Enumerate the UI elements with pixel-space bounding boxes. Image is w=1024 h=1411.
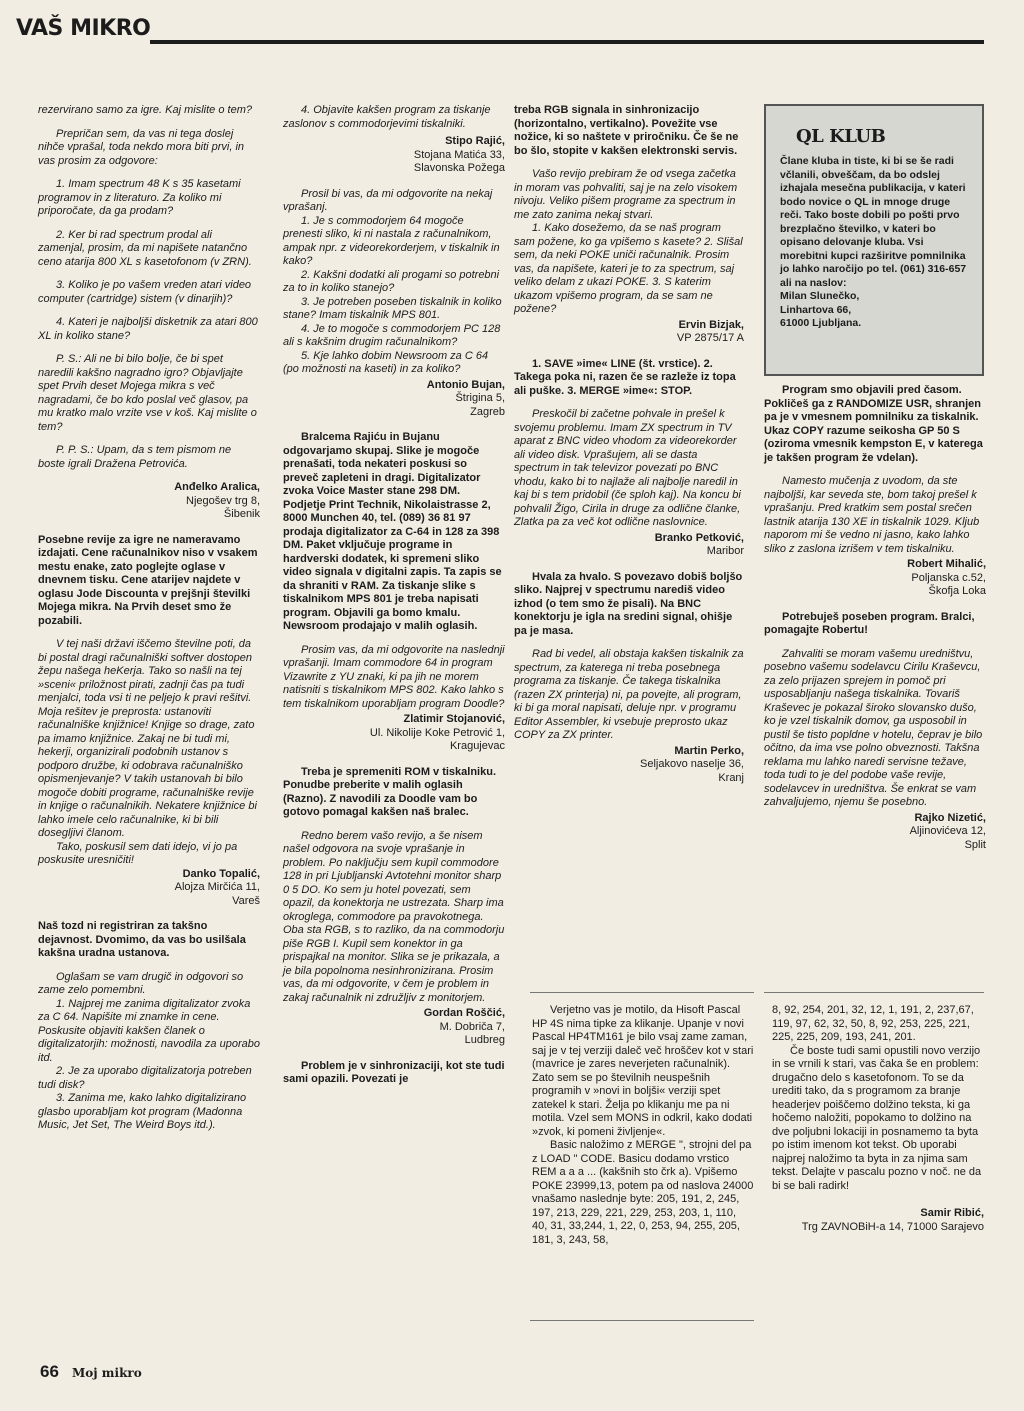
signature xyxy=(514,319,744,346)
signature-name: Danko Topalić, xyxy=(182,867,260,880)
column-4 xyxy=(764,384,986,864)
signature xyxy=(514,532,744,559)
letter-text: Oglašam se vam drugič in odgovori so zame zelo pomembni. xyxy=(38,970,244,996)
ql-club-address-city: 61000 Ljubljana. xyxy=(780,317,862,329)
letter-question: 1. Najprej me zanima digitalizator zvoka za C 64. Napišite mi znamke in cene. Poskusite objaviti kakšen članek o digitalizatorjih: možnosti, navodila za uporabo itd. xyxy=(38,997,260,1064)
editor-reply: 1. SAVE »ime« LINE (št. vrstice). 2. Takega poka ni, razen če se razleže iz topa ali puške. 3. MERGE »ime«: STOP. xyxy=(514,357,736,397)
ql-club-text xyxy=(780,155,970,331)
editor-reply: treba RGB signala in sinhronizacijo (horizontalno, vertikalno). Povežite vse nožice, ki so naštete v priročniku. Če še ne bo šlo, stopite v kakšen elektronski servis. xyxy=(514,104,739,157)
letter-text: Tako, poskusil sem dati idejo, vi jo pa poskusite uresničiti! xyxy=(38,840,238,866)
editor-reply: Problem je v sinhronizaciji, kot ste tudi sami opazili. Povezati je xyxy=(283,1059,505,1085)
letter-text: V tej naši državi iščemo številne poti, da bi postal dragi računalniški softver dostopen žepu našega heKerja. Tako so našli na tej »sceni« priložnost pirati, zadnji čas pa tudi menjalci, toda vsi ti ne peljejo k pravi rešitvi. Moja rešitev je preprosta: ustanoviti računalniške knjižnice! Knjige so drage, zato pa imamo knjižnice. Zakaj ne bi tudi mi, hekerji, organizirali podobnih ustanov s podporo družbe, ki odobrava računalniško opismenjevanje? V takih ustanovah bi bilo mogoče dobiti programe, računalniške revije in knjige o računalnikih. Nekatere knjižnice bi lahko imele celo računalnike, ki bi bili dosegljivi članom. xyxy=(38,638,257,839)
editor-reply: Naš tozd ni registriran za takšno dejavnost. Dvomimo, da vas bo usilšala kakšna uradna ustanova. xyxy=(38,920,246,959)
editor-reply: Program smo objavili pred časom. Pokličeš ga z RANDOMIZE USR, shranjen pa je v vmesnem pomnilniku za tiskalnik. Ukaz COPY razume seikosha GP 50 S (oziroma vmesnik kempston E, v katerega je takšen program že vdelan). xyxy=(764,384,983,464)
letter-question: 3. Koliko je po vašem vreden atari video computer (cartridge) sistem (v dinarjih)? xyxy=(38,279,252,305)
signature-name: Stipo Rajić, xyxy=(445,135,505,147)
signature-city: Maribor xyxy=(706,545,744,557)
signature-city: Škofja Loka xyxy=(928,585,986,597)
editor-reply: Hvala za hvalo. S povezavo dobiš boljšo sliko. Najprej v spectrumu narediš video izhod (o tem smo že pisali). Na BNC konektorju je igla na sredini signal, ohišje pa je masa. xyxy=(514,570,743,637)
signature-city: Kranj xyxy=(718,771,744,784)
letter-text: Redno berem vašo revijo, a še nisem našel odgovora na svoje vprašanje in problem. Po naključju sem kupil commodore 128 in pri Ljubljanski Avtotehni monitor sharp 0 5 DO. Ko sem ju hotel povezati, sem opazil, da konektorja ne ustrezata. Sharp ima okroglega, commodore pa pravokotnega. Oba sta RGB, s to razliko, da na commodorju piše RGB I. Kupil sem konektor in ga prispajkal na monitor. Slika se je prikazala, a je bila popolnoma nesinhronizirana. Prosim vas, da mi odgovorite, v čem je problem in zakaj računalnik ni združljiv z monitorjem. xyxy=(283,829,505,1004)
page-number: 66 xyxy=(40,1362,59,1381)
letter-postscript: P. P. S.: Upam, da s tem pismom ne boste igrali Dražena Petrovića. xyxy=(38,444,232,470)
letter-postscript: P. S.: Ali ne bi bilo bolje, če bi spet naredili kakšno nagradno igro? Objavljajte spet Prvih deset Mojega mikra s več nagradami, če bo kdo poslal več glasov, pa mu kratko malo vrzite vse v koš. Kaj mislite o tem? xyxy=(38,353,257,433)
signature-city: Split xyxy=(964,838,986,851)
signature-address: Aljinovićeva 12, xyxy=(909,825,986,837)
column-1 xyxy=(38,104,260,1143)
ql-club-address-name: Milan Slunečko, xyxy=(780,290,860,302)
signature xyxy=(764,558,986,599)
signature-city: Vareš xyxy=(232,894,260,907)
signature-address: Stojana Matića 33, xyxy=(413,148,505,161)
article-divider xyxy=(530,992,754,993)
letter-text: Vašo revijo prebiram že od vsega začetka in moram vas pohvaliti, saj je na zelo visokem nivoju. Veliko pišem programe za spectrum in me zato zanima nekaj stvari. xyxy=(514,168,738,221)
letter-question: 3. Zanima me, kako lahko digitalizirano glasbo uporabljam kot program (Madonna Music, Jet Set, The Weird Boys itd.). xyxy=(38,1092,247,1131)
ql-club-box xyxy=(764,104,984,376)
signature-name: Samir Ribić, xyxy=(920,1207,984,1219)
letter-text: Rad bi vedel, ali obstaja kakšen tiskalnik za spectrum, za katerega ni treba posebnega programa za tiskanje. Če takega tiskalnika (razen ZX printerja) ni, pa povejte, ali program, ki bi ga moral napisati, deluje npr. v programu Editor Assembler, ki vsebuje preprosto ukaz COPY za ZX printer. xyxy=(514,648,744,741)
signature-name: Ervin Bizjak, xyxy=(678,318,744,331)
signature-city: Slavonska Požega xyxy=(413,162,505,174)
article-divider xyxy=(764,992,984,993)
section-logo: VAŠ MIKRO xyxy=(16,16,151,41)
letter-question: 2. Ker bi rad spectrum prodal ali zamenjal, prosim, da mi napišete natančno ceno atarija 800 XL s kasetofonom (v ZRN). xyxy=(38,228,252,268)
signature-name: Anđelko Aralica, xyxy=(174,481,260,493)
letter-question: 4. Je to mogoče s commodorjem PC 128 ali s kakšnim drugim računalnikom? xyxy=(283,322,501,348)
signature-name: Zlatimir Stojanović, xyxy=(403,713,505,725)
column-3 xyxy=(514,104,744,797)
signature xyxy=(38,868,260,909)
signature xyxy=(38,481,260,522)
signature-address: Poljanska c.52, xyxy=(911,571,986,584)
editor-reply: Potrebuješ poseben program. Bralci, pomagajte Robertu! xyxy=(764,610,975,636)
article-text: Basic naložimo z MERGE ", strojni del pa z LOAD " CODE. Basicu dodamo vrstico REM a a a ... (kakšnih sto črk a). Vpišemo POKE 23999,13, potem pa od naslova 24000 vnašamo naslednje byte: 205, 191, 2, 245, 197, 213, 229, 221, 229, 253, 203, 1, 110, 40, 31, 33,244, 1, 22, 0, 253, 94, 255, 205, 181, 3, 243, 58, xyxy=(532,1139,754,1246)
letter-text: Prosim vas, da mi odgovorite na naslednji vprašanji. Imam commodore 64 in program Vizawrite z YU znaki, ki pa jih ne morem natisniti s tiskalnikom MPS 802. Kako lahko s tem tiskalnikom uporabljam program Doodle? xyxy=(283,643,505,710)
signature-address: M. Dobriča 7, xyxy=(439,1020,505,1033)
letter-text: Preskočil bi začetne pohvale in prešel k svojemu problemu. Imam ZX spectrum in TV aparat z BNC video vhodom za videorekorder ali video disk. Vprašujem, ali se dasta spectrum in tak televizor povezati po BNC vhodu, kako bi to najlaže ali najbolje naredil in kaj bi s tem pridobil (če sploh kaj). Na koncu bi pohvalil Žigo, Cirila in druge za odlične članke, Zlatka pa za več kot odlične naslovnice. xyxy=(514,408,741,528)
signature-address: Ul. Nikolije Koke Petrović 1, xyxy=(369,726,505,739)
magazine-name: Moj mikro xyxy=(72,1366,142,1380)
letter-text: Prepričan sem, da vas ni tega doslej nihče vprašal, toda nekdo mora biti prvi, in vas prosim za odgovore: xyxy=(38,127,245,167)
letter-question: 2. Je za uporabo digitalizatorja potreben tudi disk? xyxy=(38,1065,252,1091)
article-text: Verjetno vas je motilo, da Hisoft Pascal HP 4S nima tipke za klikanje. Upanje v novi Pascal HP4TM161 je bilo vsaj zame zaman, saj je v tej verziji daleč več hroščev kot v stari (mavrice je zares neverjeten računalnik). Zato sem se po številnih neuspešnih programih v »novi in boljši« verziji spet zatekel k stari. Želja po klikanju me pa ni motila. Vzel sem MONS in odkril, kako dodati »zvok, ki pomeni življenje«. xyxy=(532,1004,754,1138)
signature xyxy=(283,713,505,754)
signature-address: Trg ZAVNOBiH-a 14, 71000 Sarajevo xyxy=(801,1220,984,1233)
letter-text: Prosil bi vas, da mi odgovorite na nekaj vprašanj. xyxy=(283,187,493,213)
letter-question: 4. Kateri je najboljši disketnik za atari 800 XL in koliko stane? xyxy=(38,316,258,342)
editor-reply: Bralcema Rajiću in Bujanu odgovarjamo skupaj. Slike je mogoče prenašati, toda nekateri poskusi so preveč zapleteni in dragi. Digitalizator zvoka Voice Master stane 298 DM. Podjetje Print Technik, Nikolaistrasse 2, 8000 Munchen 40, tel. (089) 36 81 97 prodaja digitalizator za C-64 in 128 za 398 DM. Paket vključuje programe in hardverski dodatek, ki spremeni sliko video signala v digitalni zapis. Ta zapis se da shraniti v RAM. Za tiskanje slike s tiskalnikom MPS 801 je treba napisati program. Objavili ga bomo kmalu. Newsroom prodajajo v malih oglasih. xyxy=(283,431,502,632)
signature-address: Alojza Mirčića 11, xyxy=(174,881,260,893)
letter-question: 1. Kako dosežemo, da se naš program sam požene, ko ga vpišemo s kasete? 2. Slišal sem, da neki POKE uniči računalnik. Prosim vas, da napišete, kateri je to za spectrum, saj veliko delam z ukazi POKE. 3. S katerim ukazom vpišemo program, da se sam ne požene? xyxy=(514,222,743,315)
editor-reply: Posebne revije za igre ne nameravamo izdajati. Cene računalnikov niso v vsakem mestu enake, zato poglejte oglase v dnevnem tisku. Cene atarijev najdete v oglasu Jode Discounta v prejšnji številki Mojega mikra. Na Prvih deset smo že pozabili. xyxy=(38,533,258,627)
article-divider xyxy=(530,1320,754,1321)
article-text: Če boste tudi sami opustili novo verzijo in se vrnili k stari, vas čaka še en problem: drugačno delo s kasetofonom. To se da urediti tako, da s programom za branje headerjev poiščemo dolžino teksta, ki ga hočemo naložiti, popokamo to dolžino na dve poljubni lokaciji in posnamemo ta byta po istim imenom kot tekst. Ob uporabi najprej naložimo ta byta in za njima sam tekst. Delajte v pascalu pozno v noč. ne da bi se bali radirk! xyxy=(772,1044,982,1192)
article-hisoft-pascal xyxy=(532,1004,754,1257)
letter-text: Namesto mučenja z uvodom, da ste najboljši, kar seveda ste, bom takoj prešel k vprašanju. Pred kratkim sem postal srečen lastnik atarija 130 XE in tiskalnik 1029. Kljub naporom mi še vedno ni jasno, kako lahko sliko z zaslona izrišem v tem tiskalniku. xyxy=(764,475,980,555)
article-text: 8, 92, 254, 201, 32, 12, 1, 191, 2, 237,67, 119, 97, 62, 32, 50, 8, 92, 253, 225, 221, 225, 225, 209, 193, 241, 201. xyxy=(772,1004,974,1043)
letter-question: 3. Je potreben poseben tiskalnik in koliko stane? Imam tiskalnik MPS 801. xyxy=(283,295,502,321)
signature-name: Gordan Roščić, xyxy=(423,1007,505,1019)
letter-question: 5. Kje lahko dobim Newsroom za C 64 (po možnosti na kaseti) in za koliko? xyxy=(283,349,489,375)
column-2 xyxy=(283,104,505,1097)
letter-question: 2. Kakšni dodatki ali progami so potrebni za to in koliko stanejo? xyxy=(283,268,500,294)
ql-club-title: QL KLUB xyxy=(796,126,886,147)
signature-name: Antonio Bujan, xyxy=(426,378,505,391)
article-hisoft-pascal-continued xyxy=(772,1004,984,1246)
signature xyxy=(764,812,986,853)
signature-name: Robert Mihalić, xyxy=(907,558,986,570)
header-rule xyxy=(150,40,984,44)
letter-question: 1. Imam spectrum 48 K s 35 kasetami programov in z literaturo. Za koliko mi priporočate, da ga prodam? xyxy=(38,178,241,217)
signature-city: Kragujevac xyxy=(449,740,505,752)
signature-address: VP 2875/17 A xyxy=(676,332,744,344)
signature-name: Martin Perko, xyxy=(674,744,744,757)
signature xyxy=(283,135,505,176)
letter-question: 4. Objavite kakšen program za tiskanje zaslonov s commodorjevimi tiskalniki. xyxy=(283,104,491,130)
letter-question: 1. Je s commodorjem 64 mogoče prenesti sliko, ki ni nastala z računalnikom, ampak npr. z videorekorderjem, v tiskalnik in kako? xyxy=(283,214,500,267)
letter-text: Zahvaliti se moram vašemu uredništvu, posebno vašemu sodelavcu Cirilu Kraševcu, za zelo prijazen sprejem in pomoč pri usposabljanju našega tiskalnika. Tovariš Kraševec je pokazal široko slovansko dušo, ko je vzel tiskalnik domov, ga usposobil in pustil še tisto popldne v hotelu, čeprav je bilo očitno, da ima vse polno obveznosti. Takšna reklama mu lahko naredi servisne težave, toda tudi to je del podobe vaše revije, sodelavcev in uredništva. Še enkrat se vam zahvaljujemo, njemu še posebno. xyxy=(764,647,983,808)
ql-club-notice: Člane kluba in tiste, ki bi se še radi včlanili, obveščam, da bo odslej izhajala mesečna publikacija, v kateri bodo novice o QL in mnoge druge reči. Tako boste dobili po pošti prvo brezplačno številko, v kateri bo opisano delovanje kluba. Vsi morebitni kupci razširitve pomnilnika jo lahko naročijo po tel. (061) 316-657 ali na naslov: xyxy=(780,155,967,289)
signature xyxy=(772,1207,984,1234)
signature xyxy=(514,745,744,786)
signature-address: Njegošev trg 8, xyxy=(186,494,260,507)
signature-name: Branko Petković, xyxy=(654,531,744,544)
signature-address: Seljakovo naselje 36, xyxy=(640,758,744,770)
ql-club-address-street: Linhartova 66, xyxy=(780,303,852,316)
signature xyxy=(283,1007,505,1048)
signature-city: Šibenik xyxy=(223,508,260,520)
signature-city: Zagreb xyxy=(470,405,505,418)
signature-city: Ludbreg xyxy=(464,1034,505,1046)
signature xyxy=(283,379,505,420)
signature-name: Rajko Nizetić, xyxy=(914,811,986,824)
editor-reply: Treba je spremeniti ROM v tiskalniku. Ponudbe preberite v malih oglasih (Razno). Z navodili za Doodle vam bo gotovo pomagal kakšen naš bralec. xyxy=(283,765,497,818)
signature-address: Štrigina 5, xyxy=(455,392,505,404)
letter-text: rezervirano samo za igre. Kaj mislite o tem? xyxy=(38,104,252,116)
